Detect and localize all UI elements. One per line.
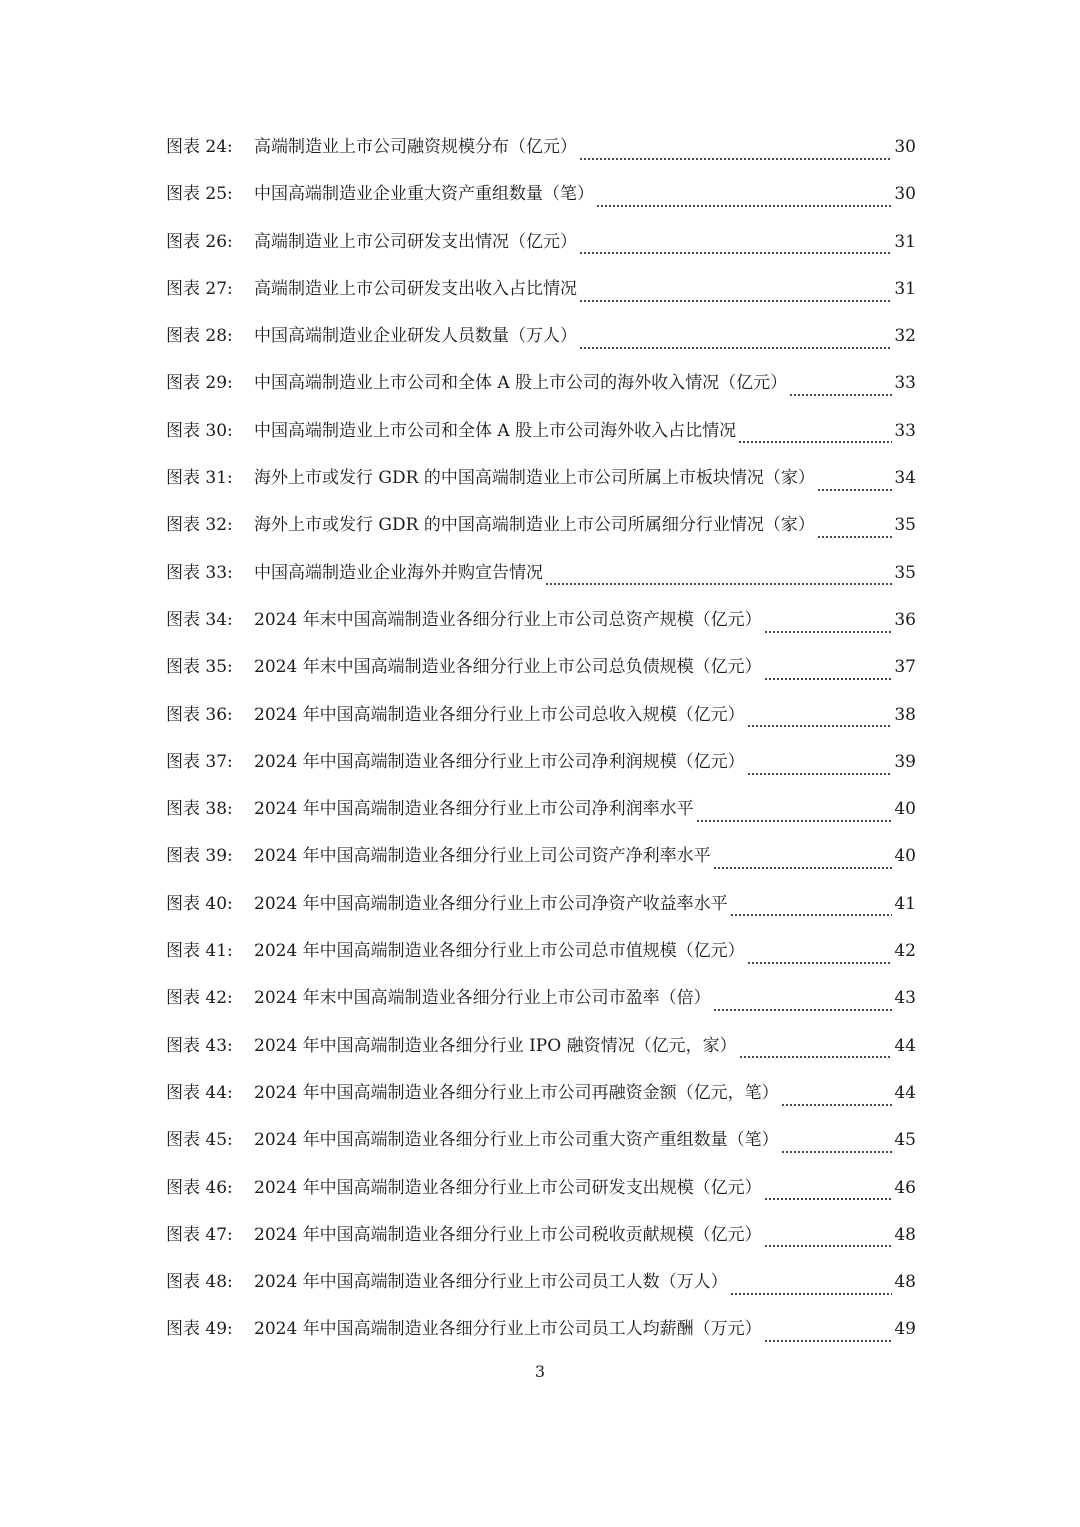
entry-label: 图表 38: [166, 799, 233, 820]
entry-title: 高端制造业上市公司研发支出情况（亿元） [254, 231, 577, 252]
entry-label: 图表 36: [166, 704, 233, 725]
entry-title: 2024 年中国高端制造业各细分行业上市公司再融资金额（亿元，笔） [254, 1082, 779, 1103]
toc-entry[interactable] [166, 1117, 916, 1164]
entry-title: 中国高端制造业企业重大资产重组数量（笔） [254, 184, 594, 205]
dot-leader [579, 336, 892, 350]
entry-title: 2024 年中国高端制造业各细分行业上市公司净资产收益率水平 [254, 893, 728, 914]
toc-entry[interactable] [166, 881, 916, 928]
entry-page: 34 [894, 468, 916, 489]
entry-page: 38 [894, 704, 916, 725]
toc-entry[interactable] [166, 975, 916, 1022]
dot-leader [781, 1093, 893, 1107]
entry-label: 图表 33: [166, 562, 233, 583]
entry-title: 2024 年中国高端制造业各细分行业上市公司净利润率水平 [254, 799, 694, 820]
entry-label: 图表 43: [166, 1035, 233, 1056]
toc-entry[interactable] [166, 1070, 916, 1117]
entry-page: 31 [894, 278, 916, 299]
entry-label: 图表 46: [166, 1177, 233, 1198]
toc-entry[interactable] [166, 597, 916, 644]
toc-entry[interactable] [166, 786, 916, 833]
entry-page: 46 [894, 1177, 916, 1198]
entry-page: 40 [894, 799, 916, 820]
toc-entry[interactable] [166, 266, 916, 313]
dot-leader [730, 903, 893, 917]
dot-leader [713, 998, 893, 1012]
entry-title: 2024 年末中国高端制造业各细分行业上市公司总负债规模（亿元） [254, 657, 762, 678]
entry-title: 中国高端制造业上市公司和全体 A 股上市公司海外收入占比情况 [254, 420, 737, 441]
entry-label: 图表 41: [166, 941, 233, 962]
entry-title: 中国高端制造业企业海外并购宣告情况 [254, 562, 543, 583]
table-of-figures [166, 124, 916, 1354]
entry-page: 40 [894, 846, 916, 867]
dot-leader [781, 1140, 893, 1154]
entry-page: 39 [894, 751, 916, 772]
dot-leader [747, 714, 893, 728]
entry-page: 37 [894, 657, 916, 678]
entry-title: 海外上市或发行 GDR 的中国高端制造业上市公司所属细分行业情况（家） [254, 515, 815, 536]
entry-title: 2024 年中国高端制造业各细分行业 IPO 融资情况（亿元，家） [254, 1035, 737, 1056]
toc-entry[interactable] [166, 1212, 916, 1259]
entry-label: 图表 40: [166, 893, 233, 914]
dot-leader [747, 762, 893, 776]
toc-entry[interactable] [166, 313, 916, 360]
toc-entry[interactable] [166, 408, 916, 455]
entry-page: 30 [894, 137, 916, 157]
entry-title: 2024 年中国高端制造业各细分行业上市公司净利润规模（亿元） [254, 751, 745, 772]
dot-leader [817, 478, 893, 492]
entry-label: 图表 37: [166, 751, 233, 772]
entry-page: 44 [894, 1035, 916, 1056]
entry-page: 31 [894, 231, 916, 252]
dot-leader [764, 620, 893, 634]
entry-title: 2024 年中国高端制造业各细分行业上市公司员工人均薪酬（万元） [254, 1319, 762, 1340]
dot-leader [747, 951, 893, 965]
entry-page: 44 [894, 1082, 916, 1103]
toc-entry[interactable] [166, 1306, 916, 1353]
entry-label: 图表 30: [166, 420, 233, 441]
entry-page: 48 [894, 1272, 916, 1293]
entry-label: 图表 35: [166, 657, 233, 678]
entry-label: 图表 45: [166, 1130, 233, 1151]
dot-leader [789, 383, 892, 397]
entry-label: 图表 28: [166, 326, 233, 347]
dot-leader [764, 667, 893, 681]
toc-entry[interactable] [166, 833, 916, 880]
entry-title: 中国高端制造业上市公司和全体 A 股上市公司的海外收入情况（亿元） [254, 373, 788, 394]
toc-entry[interactable] [166, 360, 916, 407]
entry-label: 图表 39: [166, 846, 233, 867]
entry-page: 33 [894, 373, 916, 394]
toc-entry[interactable] [166, 1259, 916, 1306]
toc-entry[interactable] [166, 124, 916, 171]
dot-leader [764, 1234, 893, 1248]
entry-page: 48 [894, 1224, 916, 1245]
entry-page: 45 [894, 1130, 916, 1151]
toc-entry[interactable] [166, 1165, 916, 1212]
entry-page: 36 [894, 609, 916, 630]
entry-title: 2024 年中国高端制造业各细分行业上市公司税收贡献规模（亿元） [254, 1224, 762, 1245]
entry-title: 2024 年中国高端制造业各细分行业上市公司总收入规模（亿元） [254, 704, 745, 725]
entry-label: 图表 25: [166, 184, 233, 205]
entry-title: 中国高端制造业企业研发人员数量（万人） [254, 326, 577, 347]
dot-leader [545, 572, 892, 586]
entry-label: 图表 32: [166, 515, 233, 536]
entry-label: 图表 24: [166, 137, 233, 157]
toc-entry[interactable] [166, 928, 916, 975]
dot-leader [579, 241, 892, 255]
dot-leader [696, 809, 893, 823]
entry-title: 2024 年中国高端制造业各细分行业上市公司总市值规模（亿元） [254, 941, 745, 962]
entry-label: 图表 27: [166, 278, 233, 299]
entry-title: 海外上市或发行 GDR 的中国高端制造业上市公司所属上市板块情况（家） [254, 468, 815, 489]
toc-entry[interactable] [166, 1023, 916, 1070]
toc-entry[interactable] [166, 692, 916, 739]
toc-entry[interactable] [166, 644, 916, 691]
dot-leader [764, 1187, 893, 1201]
entry-page: 32 [894, 326, 916, 347]
entry-label: 图表 34: [166, 609, 233, 630]
dot-leader [738, 430, 892, 444]
entry-page: 35 [894, 515, 916, 536]
entry-title: 2024 年中国高端制造业各细分行业上市公司员工人数（万人） [254, 1272, 728, 1293]
entry-page: 41 [894, 893, 916, 914]
dot-leader [596, 194, 892, 208]
entry-page: 33 [894, 420, 916, 441]
entry-label: 图表 49: [166, 1319, 233, 1340]
toc-entry[interactable] [166, 550, 916, 597]
entry-title: 高端制造业上市公司融资规模分布（亿元） [254, 137, 577, 157]
dot-leader [817, 525, 893, 539]
entry-page: 49 [894, 1319, 916, 1340]
entry-label: 图表 47: [166, 1224, 233, 1245]
toc-entry[interactable] [166, 455, 916, 502]
toc-entry[interactable] [166, 502, 916, 549]
entry-page: 43 [894, 988, 916, 1009]
entry-label: 图表 26: [166, 231, 233, 252]
entry-label: 图表 31: [166, 468, 233, 489]
entry-label: 图表 44: [166, 1082, 233, 1103]
dot-leader [579, 289, 892, 303]
toc-entry[interactable] [166, 219, 916, 266]
entry-title: 2024 年中国高端制造业各细分行业上市公司研发支出规模（亿元） [254, 1177, 762, 1198]
page-number: 3 [534, 1362, 546, 1381]
dot-leader [713, 856, 893, 870]
entry-title: 2024 年中国高端制造业各细分行业上市公司重大资产重组数量（笔） [254, 1130, 779, 1151]
entry-title: 2024 年中国高端制造业各细分行业上司公司资产净利率水平 [254, 846, 711, 867]
entry-page: 30 [894, 184, 916, 205]
entry-label: 图表 42: [166, 988, 233, 1009]
dot-leader [730, 1282, 893, 1296]
dot-leader [764, 1329, 893, 1343]
entry-title: 2024 年末中国高端制造业各细分行业上市公司市盈率（倍） [254, 988, 711, 1009]
toc-entry[interactable] [166, 739, 916, 786]
entry-title: 高端制造业上市公司研发支出收入占比情况 [254, 278, 577, 299]
entry-page: 35 [894, 562, 916, 583]
entry-label: 图表 29: [166, 373, 233, 394]
entry-page: 42 [894, 941, 916, 962]
entry-label: 图表 48: [166, 1272, 233, 1293]
toc-entry[interactable] [166, 171, 916, 218]
dot-leader [579, 147, 892, 161]
entry-title: 2024 年末中国高端制造业各细分行业上市公司总资产规模（亿元） [254, 609, 762, 630]
dot-leader [739, 1045, 893, 1059]
